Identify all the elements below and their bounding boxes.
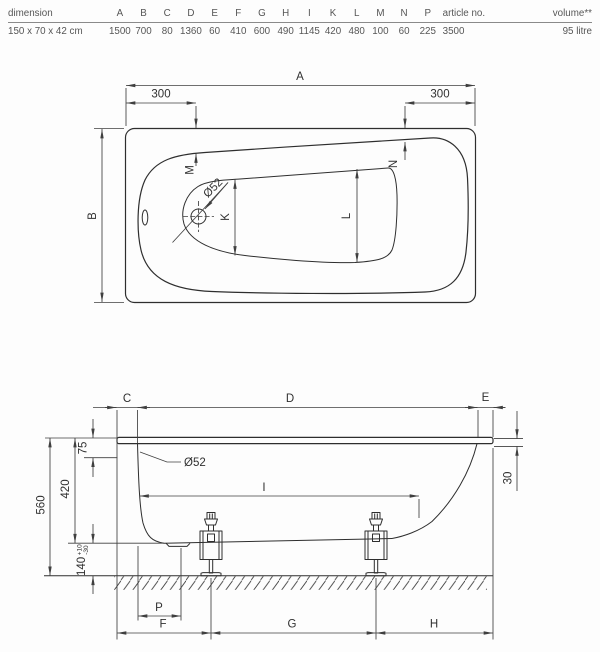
dim-label-H: H	[429, 618, 439, 631]
dim-label-300-left: 300	[151, 88, 171, 101]
value-K: 420	[324, 26, 342, 37]
col-header-L: L	[353, 8, 360, 19]
foot-body-hole	[373, 534, 380, 542]
col-header-H: H	[282, 8, 290, 19]
value-A: 1500	[108, 26, 131, 37]
value-C: 80	[161, 26, 173, 37]
value-E: 60	[209, 26, 221, 37]
value-M: 100	[372, 26, 389, 37]
col-header-E: E	[211, 8, 218, 19]
foot-neck	[209, 525, 214, 531]
value-B: 700	[135, 26, 152, 37]
dim-label-30: 30	[502, 471, 515, 485]
dim-label-N: N	[388, 159, 400, 169]
value-H: 490	[277, 26, 294, 37]
tub-inner-rim-edge	[138, 138, 468, 294]
drain-symbol	[173, 183, 229, 243]
dim-label-560: 560	[35, 495, 48, 515]
dim-label-M: M	[184, 165, 197, 175]
dimension-header: dimension	[8, 8, 53, 19]
foot-stem	[209, 560, 212, 574]
dim-label-140	[76, 544, 90, 576]
value-G: 600	[253, 26, 271, 37]
dim-140-value: 140	[76, 556, 88, 576]
dim-label-K: K	[220, 213, 232, 221]
article-no-value: 3500	[442, 26, 465, 37]
dim-label-drain-dia-top: Ø52	[201, 176, 226, 201]
value-P: 225	[419, 26, 436, 37]
col-header-F: F	[235, 8, 242, 19]
foot-body-hole	[208, 534, 215, 542]
foot-bolt-head	[372, 513, 380, 520]
dim-label-F: F	[159, 618, 167, 631]
drain-recess	[166, 543, 190, 546]
dim-label-420: 420	[60, 479, 72, 499]
col-header-D: D	[187, 8, 195, 19]
dimension-value: 150 x 70 x 42 cm	[8, 26, 83, 37]
foot-stem	[374, 560, 377, 574]
dim-label-B: B	[87, 212, 99, 220]
dim-label-L: L	[341, 212, 353, 220]
foot-nut	[205, 519, 218, 525]
value-F: 410	[230, 26, 247, 37]
right-wall-line	[392, 444, 477, 539]
volume-value: 95 litre	[562, 26, 592, 37]
dim-label-300-right: 300	[430, 88, 450, 101]
drain-leader-side	[140, 452, 181, 462]
col-header-M: M	[376, 8, 385, 19]
dim-label-P: P	[155, 602, 163, 614]
foot-bolt-head	[207, 513, 215, 520]
dim-label-D: D	[285, 393, 295, 405]
dim-label-E: E	[481, 392, 490, 404]
foot-neck	[374, 525, 379, 531]
tub-bottom-line	[164, 539, 392, 544]
foot-right	[365, 513, 387, 576]
foot-nut	[370, 519, 383, 525]
dim-label-75: 75	[77, 441, 90, 455]
overflow-hole	[142, 210, 148, 225]
col-header-B: B	[140, 8, 147, 19]
value-L: 480	[348, 26, 365, 37]
col-header-N: N	[400, 8, 408, 19]
article-no-header: article no.	[442, 8, 486, 19]
dim-140-tol-plus: +10	[76, 544, 84, 556]
foot-left	[200, 513, 222, 576]
value-D: 1360	[180, 26, 202, 37]
col-header-P: P	[424, 8, 432, 19]
rim-profile	[117, 437, 493, 443]
dim-label-I: I	[262, 482, 266, 494]
dim-label-C: C	[122, 393, 132, 405]
col-header-C: C	[163, 8, 171, 19]
dim-label-A: A	[296, 71, 304, 83]
dim-140-tol-minus: -30	[83, 545, 90, 555]
floor-hatch	[114, 576, 487, 590]
dim-label-drain-dia-side: Ø52	[184, 457, 206, 469]
col-header-A: A	[116, 8, 124, 19]
value-N: 60	[398, 26, 410, 37]
top-view-drawing	[87, 71, 476, 303]
left-wall-line	[138, 444, 165, 544]
volume-header: volume**	[552, 8, 592, 19]
dim-label-G: G	[287, 618, 297, 631]
col-header-I: I	[307, 8, 311, 19]
col-header-G: G	[258, 8, 266, 19]
value-I: 1145	[298, 26, 320, 37]
tub-outer-edge	[126, 129, 476, 303]
col-header-K: K	[329, 8, 337, 19]
side-view-drawing	[36, 392, 524, 640]
